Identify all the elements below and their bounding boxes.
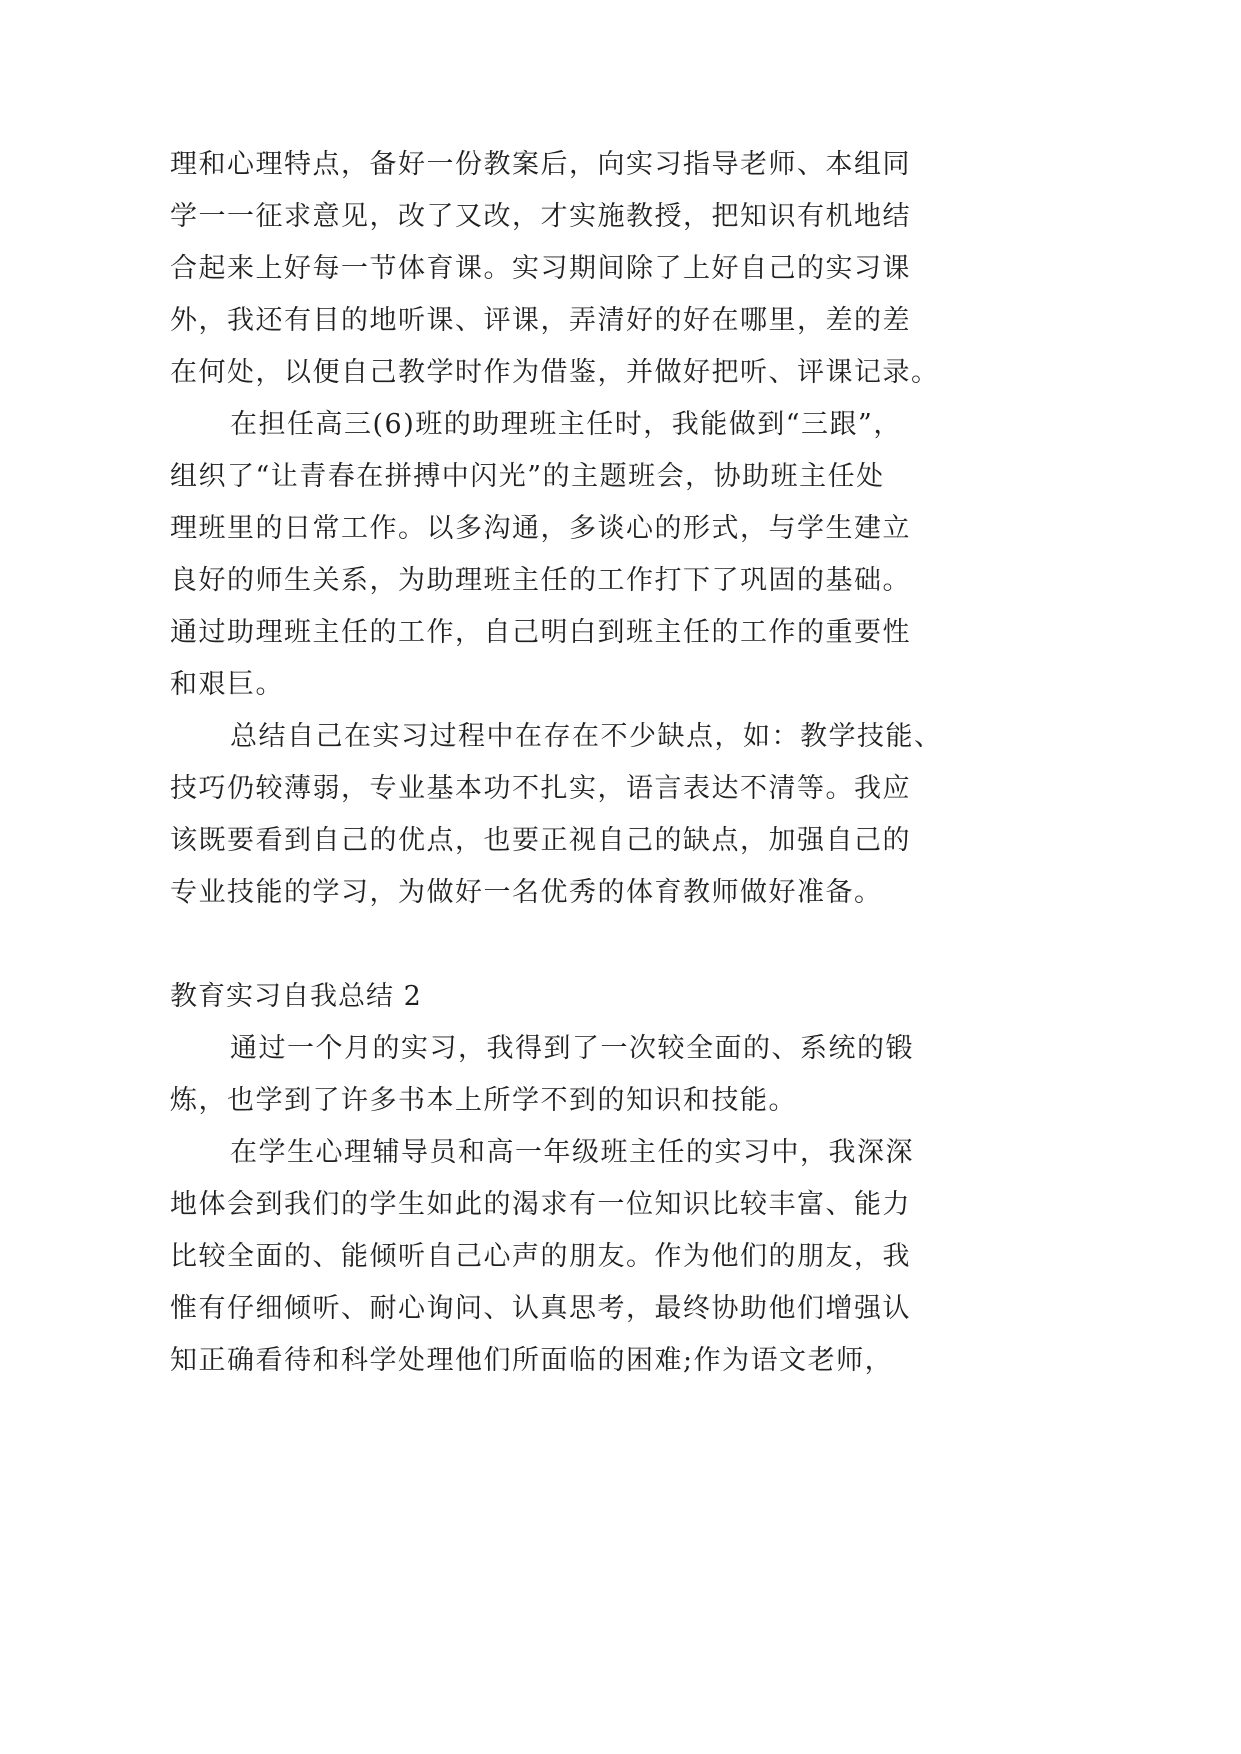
text-line: 在何处，以便自己教学时作为借鉴，并做好把听、评课记录。	[170, 357, 940, 388]
text-line: 知正确看待和科学处理他们所面临的困难;作为语文老师，	[170, 1345, 894, 1376]
text-line: 地体会到我们的学生如此的渴求有一位知识比较丰富、能力	[170, 1189, 911, 1220]
text-line: 通过助理班主任的工作，自己明白到班主任的工作的重要性	[170, 617, 911, 648]
text-line: 惟有仔细倾听、耐心询问、认真思考，最终协助他们增强认	[170, 1293, 911, 1324]
section-title: 教育实习自我总结 2	[170, 981, 422, 1012]
paragraph	[170, 139, 1070, 399]
text-line: 合起来上好每一节体育课。实习期间除了上好自己的实习课	[170, 253, 911, 284]
text-line: 良好的师生关系，为助理班主任的工作打下了巩固的基础。	[170, 565, 911, 596]
text-line: 学一一征求意见，改了又改，才实施教授，把知识有机地结	[170, 201, 911, 232]
text-line: 在学生心理辅导员和高一年级班主任的实习中，我深深	[230, 1137, 914, 1168]
paragraph	[170, 711, 1070, 919]
text-line: 总结自己在实习过程中在存在不少缺点，如：教学技能、	[230, 721, 943, 752]
paragraph	[170, 399, 1070, 711]
text-line: 专业技能的学习，为做好一名优秀的体育教师做好准备。	[170, 877, 883, 908]
text-line: 在担任高三(6)班的助理班主任时，我能做到“三跟”，	[230, 409, 902, 440]
text-line: 该既要看到自己的优点，也要正视自己的缺点，加强自己的	[170, 825, 911, 856]
text-line: 和艰巨。	[170, 669, 284, 700]
paragraph	[170, 1127, 1070, 1387]
blank-line	[170, 919, 1070, 971]
document-body	[170, 139, 1070, 1387]
text-line: 组织了“让青春在拼搏中闪光”的主题班会，协助班主任处	[170, 461, 885, 492]
text-line: 理和心理特点，备好一份教案后，向实习指导老师、本组同	[170, 149, 911, 180]
text-line: 理班里的日常工作。以多沟通，多谈心的形式，与学生建立	[170, 513, 911, 544]
text-line: 比较全面的、能倾听自己心声的朋友。作为他们的朋友，我	[170, 1241, 911, 1272]
text-line: 外，我还有目的地听课、评课，弄清好的好在哪里，差的差	[170, 305, 911, 336]
text-line: 炼，也学到了许多书本上所学不到的知识和技能。	[170, 1085, 797, 1116]
text-line: 通过一个月的实习，我得到了一次较全面的、系统的锻	[230, 1033, 914, 1064]
paragraph	[170, 1023, 1070, 1127]
text-line: 技巧仍较薄弱，专业基本功不扎实，语言表达不清等。我应	[170, 773, 911, 804]
